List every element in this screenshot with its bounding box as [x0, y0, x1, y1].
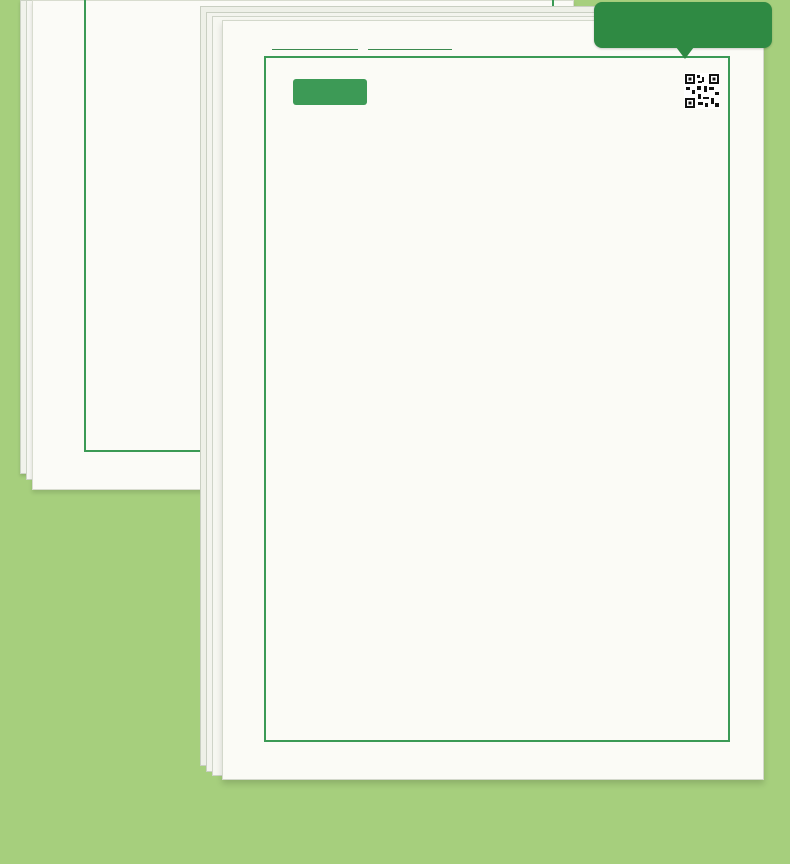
badge-pointer	[676, 47, 694, 59]
date-field	[364, 40, 452, 50]
worksheet-frame	[264, 56, 730, 742]
page-count-badge	[594, 2, 772, 48]
qr-code-icon[interactable]	[684, 73, 720, 109]
lesson-badge	[293, 79, 367, 105]
name-field	[268, 40, 362, 50]
